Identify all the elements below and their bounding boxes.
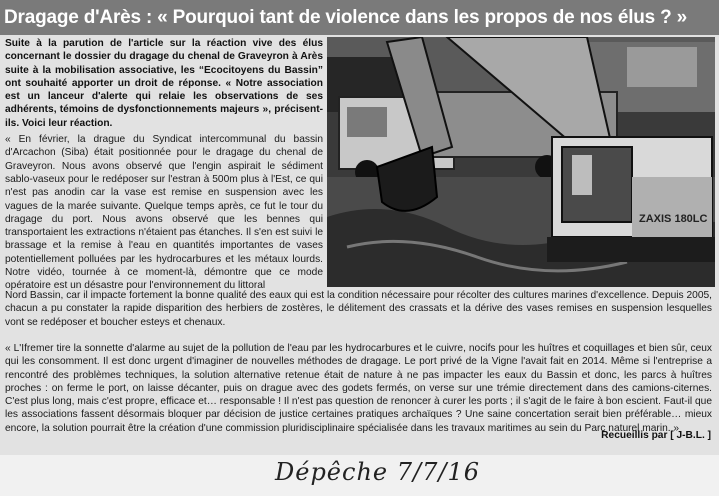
- article-intro: Suite à la parution de l'article sur la réaction vive des élus concernant le dossier du dragage du chenal de Graveyron à Arès suite à la mobilisation associative, les “Ecocitoyens du Bassin” ont souhaité apporter un droit de réponse. « Notre association est un lanceur d'alerte qui relaie les observations de ses adhérents, témoins de dysfonctionnements majeurs », précisent-ils. Voici leur réaction.: [5, 38, 323, 129]
- excavator-photo: [327, 37, 715, 287]
- column-paragraph: « En février, la drague du Syndicat intercommunal du bassin d'Arcachon (Siba) était positionnée pour le dragage du chenal de Graveyron. Nous avons observé que l'engin aspirait le sédiment sablo-vaseux pour le redéposer sur l'estran à 500m plus à l'Est, ce qui n'est pas anodin car la vase est remise en suspension avec les vagues de la marée suivante. Quelque temps après, ce fut le tour du dragage du port. Nous avons observé que les bennes qui transportaient les extractions n'étaient pas étanches. Il s'en est suivi le brassage et la remise à l'eau en quantités importantes de vases potentiellement polluées par les hydrocarbures et les métaux lourds. Notre vidéo, tournée à ce moment-là, démontre que ce mode opératoire est un désastre pour l'environnement du littoral: [5, 134, 323, 292]
- wide-paragraph-1: Nord Bassin, car il impacte fortement la bonne qualité des eaux qui est la condition nécessaire pour récolter des cultures marines d'excellence. Depuis 2005, chacun a pu constater la rapide disparition des herbiers de zostères, le délitement des crassats et la dérive des vases remises en suspension lesquelles vont se redéposer et boucher esteys et chenaux.: [5, 290, 712, 328]
- wide-paragraph-2: « L'Ifremer tire la sonnette d'alarme au sujet de la pollution de l'eau par les hydrocarbures et le cuivre, nocifs pour les huîtres et coquillages et bien sûr, ceux qui les consomment. Il est donc urgent d'imaginer de nouvelles méthodes de dragage. Le port privé de la Vigne l'avait fait en 2014. Même si l'entreprise a rencontré des problèmes techniques, la solution alternative retenue était de nature à ne pas impacter les eaux du Bassin et donc, les parcs à huîtres proches : on ferme le port, on laisse décanter, puis on drague avec des godets fermés, on verse sur une trémie directement dans des camions-citernes. C'est plus long, mais c'est propre, efficace et… responsable ! Il n'est pas question de renoncer à curer les ports ; il s'agit de le faire à bon escient. Faut-il que les associations fassent désormais bloquer par décision de justice certaines pratiques archaïques ? Une saine concertation serait bien préférable… mieux encore, la solution pourrait être la création d'une commission pluridisciplinaire spécialisée dans les travaux maritimes au sein du Parc naturel marin. »: [5, 343, 712, 434]
- handwritten-source-note: Dépêche 7/7/16: [275, 458, 480, 486]
- article-signature: Recueillis par [ J-B.L. ]: [601, 430, 711, 441]
- left-column: [5, 37, 323, 293]
- photo-label: ZAXIS 180LC: [639, 213, 708, 225]
- photo-illustration: [327, 37, 715, 287]
- article-headline: Dragage d'Arès : « Pourquoi tant de violence dans les propos de nos élus ? »: [0, 0, 719, 35]
